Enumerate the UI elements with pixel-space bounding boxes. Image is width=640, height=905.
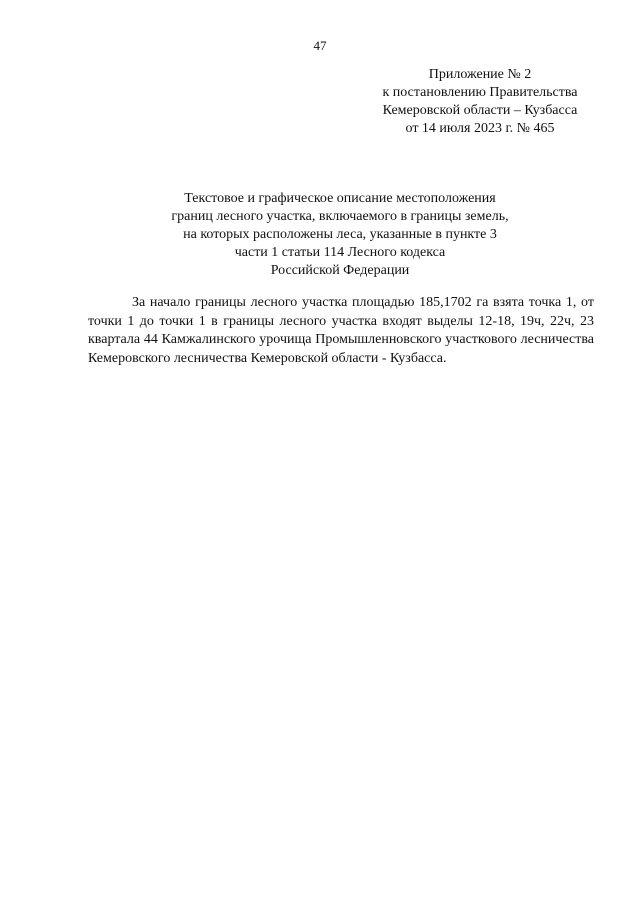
page-number: 47 bbox=[313, 38, 327, 53]
title-line: части 1 статьи 114 Лесного кодекса bbox=[234, 245, 446, 260]
document-title bbox=[120, 190, 560, 280]
appendix-block bbox=[360, 66, 600, 138]
title-line: Текстовое и графическое описание местоположения bbox=[184, 191, 496, 206]
body-paragraph: За начало границы лесного участка площадью 185,1702 га взята точка 1, от точки 1 до точки 1 в границы лесного участка входят выделы 12-18, 19ч, 22ч, 23 квартала 44 Камжалинского урочища Промышленновского участкового лесничества Кемеровского лесничества Кемеровской области - Кузбасса. bbox=[88, 295, 594, 366]
title-line: границ лесного участка, включаемого в границы земель, bbox=[171, 209, 509, 224]
title-line: Российской Федерации bbox=[270, 263, 410, 278]
title-line: на которых расположены леса, указанные в пункте 3 bbox=[183, 227, 497, 242]
appendix-line: от 14 июля 2023 г. № 465 bbox=[405, 121, 555, 136]
appendix-line: Кемеровской области – Кузбасса bbox=[382, 103, 578, 118]
appendix-line: Приложение № 2 bbox=[428, 67, 532, 82]
appendix-line: к постановлению Правительства bbox=[382, 85, 578, 100]
